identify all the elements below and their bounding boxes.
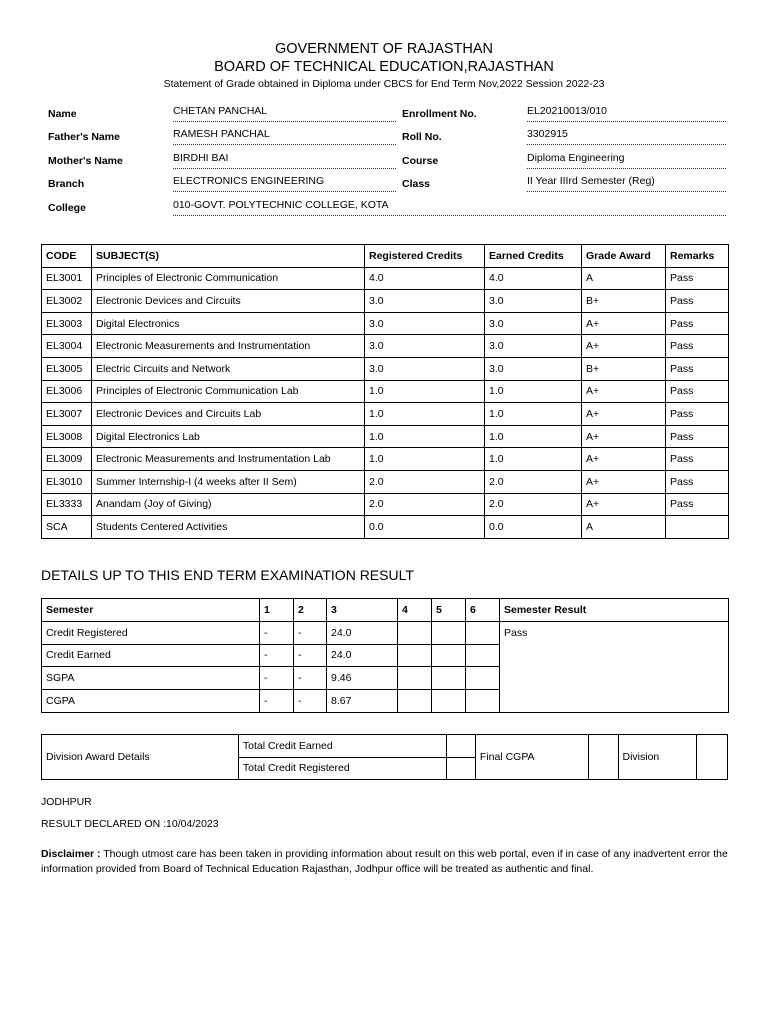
cell-registered-credits: 1.0 — [365, 448, 485, 471]
cell-grade: A+ — [582, 470, 666, 493]
cell-sem-6 — [466, 690, 500, 713]
cell-sem-4 — [398, 621, 432, 644]
college-label: College — [48, 201, 86, 214]
cell-grade: A+ — [582, 493, 666, 516]
col-header-sem-6: 6 — [466, 599, 500, 622]
table-row — [42, 621, 729, 644]
cell-sem-1: - — [260, 667, 294, 690]
cell-registered-credits: 1.0 — [365, 425, 485, 448]
cell-registered-credits: 1.0 — [365, 403, 485, 426]
place-text: JODHPUR — [41, 796, 92, 808]
table-row — [42, 357, 729, 380]
cell-sem-5 — [432, 690, 466, 713]
branch-value: ELECTRONICS ENGINEERING — [173, 175, 396, 192]
col-header-earned-credits: Earned Credits — [485, 245, 582, 268]
roll-label: Roll No. — [402, 131, 442, 144]
cell-earned-credits: 3.0 — [485, 357, 582, 380]
cell-earned-credits: 4.0 — [485, 267, 582, 290]
cell-registered-credits: 1.0 — [365, 380, 485, 403]
row-label: Credit Earned — [42, 644, 260, 667]
cell-sem-2: - — [294, 690, 327, 713]
table-row — [42, 267, 729, 290]
cell-registered-credits: 0.0 — [365, 516, 485, 539]
cell-subject: Anandam (Joy of Giving) — [92, 493, 365, 516]
col-header-sem-1: 1 — [260, 599, 294, 622]
cell-remarks: Pass — [666, 312, 729, 335]
cell-code: EL3002 — [42, 290, 92, 313]
cell-earned-credits: 1.0 — [485, 380, 582, 403]
table-row — [42, 448, 729, 471]
statement-subtitle: Statement of Grade obtained in Diploma under CBCS for End Term Nov,2022 Session 2022-23 — [163, 78, 605, 90]
cell-earned-credits: 1.0 — [485, 403, 582, 426]
info-row-college — [42, 196, 728, 219]
table-row — [42, 425, 729, 448]
row-label: Credit Registered — [42, 621, 260, 644]
cell-code: EL3333 — [42, 493, 92, 516]
details-section-title: DETAILS UP TO THIS END TERM EXAMINATION RESULT — [41, 567, 414, 583]
cell-registered-credits: 3.0 — [365, 335, 485, 358]
cell-code: EL3003 — [42, 312, 92, 335]
cell-code: EL3006 — [42, 380, 92, 403]
cell-sem-2: - — [294, 667, 327, 690]
cell-subject: Summer Internship-I (4 weeks after II Sem) — [92, 470, 365, 493]
cell-sem-3: 9.46 — [327, 667, 398, 690]
info-row-name — [42, 102, 728, 125]
total-credit-earned-label: Total Credit Earned — [238, 735, 446, 758]
cell-sem-6 — [466, 621, 500, 644]
cell-sem-3: 24.0 — [327, 621, 398, 644]
col-header-subject: SUBJECT(S) — [92, 245, 365, 268]
final-cgpa-value — [589, 735, 618, 780]
cell-registered-credits: 3.0 — [365, 312, 485, 335]
father-name-label: Father's Name — [48, 131, 120, 144]
col-header-semester-result: Semester Result — [500, 599, 729, 622]
cell-grade: A+ — [582, 335, 666, 358]
course-value: Diploma Engineering — [527, 152, 726, 169]
cell-sem-5 — [432, 644, 466, 667]
cell-remarks: Pass — [666, 335, 729, 358]
government-title: GOVERNMENT OF RAJASTHAN — [274, 41, 494, 57]
enrollment-label: Enrollment No. — [402, 108, 477, 120]
col-header-grade-award: Grade Award — [582, 245, 666, 268]
semester-result-value: Pass — [500, 621, 729, 712]
cell-subject: Digital Electronics Lab — [92, 425, 365, 448]
division-award-label: Division Award Details — [42, 735, 239, 780]
cell-code: SCA — [42, 516, 92, 539]
cell-registered-credits: 2.0 — [365, 493, 485, 516]
result-declared-date: RESULT DECLARED ON :10/04/2023 — [41, 818, 219, 830]
cell-earned-credits: 1.0 — [485, 425, 582, 448]
cell-registered-credits: 4.0 — [365, 267, 485, 290]
name-value: CHETAN PANCHAL — [173, 105, 396, 122]
cell-subject: Electronic Measurements and Instrumentation — [92, 335, 365, 358]
total-credit-registered-value — [446, 757, 475, 780]
cell-remarks: Pass — [666, 448, 729, 471]
cell-earned-credits: 3.0 — [485, 335, 582, 358]
cell-registered-credits: 3.0 — [365, 290, 485, 313]
cell-registered-credits: 3.0 — [365, 357, 485, 380]
cell-code: EL3005 — [42, 357, 92, 380]
total-credit-earned-value — [446, 735, 475, 758]
col-header-registered-credits: Registered Credits — [365, 245, 485, 268]
col-header-sem-2: 2 — [294, 599, 327, 622]
branch-label: Branch — [48, 178, 85, 191]
father-name-value: RAMESH PANCHAL — [173, 128, 396, 145]
cell-remarks — [666, 516, 729, 539]
cell-grade: B+ — [582, 290, 666, 313]
cell-sem-2: - — [294, 621, 327, 644]
cell-code: EL3010 — [42, 470, 92, 493]
table-row — [42, 470, 729, 493]
total-credit-registered-label: Total Credit Registered — [238, 757, 446, 780]
cell-remarks: Pass — [666, 493, 729, 516]
cell-earned-credits: 2.0 — [485, 470, 582, 493]
cell-grade: A — [582, 267, 666, 290]
cell-earned-credits: 2.0 — [485, 493, 582, 516]
cell-grade: A+ — [582, 312, 666, 335]
cell-remarks: Pass — [666, 403, 729, 426]
college-value: 010-GOVT. POLYTECHNIC COLLEGE, KOTA — [173, 199, 726, 216]
col-header-code: CODE — [42, 245, 92, 268]
cell-subject: Electronic Devices and Circuits Lab — [92, 403, 365, 426]
cell-sem-3: 8.67 — [327, 690, 398, 713]
class-label: Class — [402, 178, 431, 191]
table-row — [42, 290, 729, 313]
cell-subject: Electronic Devices and Circuits — [92, 290, 365, 313]
cell-code: EL3007 — [42, 403, 92, 426]
cell-subject: Electronic Measurements and Instrumentation Lab — [92, 448, 365, 471]
cell-subject: Electric Circuits and Network — [92, 357, 365, 380]
cell-remarks: Pass — [666, 290, 729, 313]
cell-grade: A+ — [582, 380, 666, 403]
col-header-semester: Semester — [42, 599, 260, 622]
cell-remarks: Pass — [666, 357, 729, 380]
cell-grade: B+ — [582, 357, 666, 380]
cell-grade: A — [582, 516, 666, 539]
cell-earned-credits: 0.0 — [485, 516, 582, 539]
cell-sem-1: - — [260, 621, 294, 644]
grades-header-row — [42, 245, 729, 268]
semester-summary-table — [41, 598, 729, 713]
cell-grade: A+ — [582, 425, 666, 448]
row-label: SGPA — [42, 667, 260, 690]
cell-earned-credits: 3.0 — [485, 290, 582, 313]
table-row — [42, 312, 729, 335]
cell-sem-6 — [466, 667, 500, 690]
cell-code: EL3009 — [42, 448, 92, 471]
cell-sem-1: - — [260, 644, 294, 667]
col-header-sem-5: 5 — [432, 599, 466, 622]
cell-remarks: Pass — [666, 470, 729, 493]
cell-subject: Digital Electronics — [92, 312, 365, 335]
table-row — [42, 335, 729, 358]
table-row — [42, 516, 729, 539]
board-title: BOARD OF TECHNICAL EDUCATION,RAJASTHAN — [214, 59, 554, 75]
cell-code: EL3008 — [42, 425, 92, 448]
cell-sem-5 — [432, 667, 466, 690]
course-label: Course — [402, 154, 439, 167]
cell-grade: A+ — [582, 448, 666, 471]
table-row — [42, 380, 729, 403]
col-header-remarks: Remarks — [666, 245, 729, 268]
enrollment-value: EL20210013/010 — [527, 105, 726, 122]
division-row-1 — [42, 735, 728, 758]
mother-name-value: BIRDHI BAI — [173, 152, 396, 169]
cell-subject: Principles of Electronic Communication Lab — [92, 380, 365, 403]
cell-code: EL3004 — [42, 335, 92, 358]
grades-table — [41, 244, 729, 539]
disclaimer-text: Though utmost care has been taken in providing information about result on this web portal, even if in case of any inadvertent error the information provided from Board of Technical Education Rajasthan, Jodhpur office will be treated as authentic and final. — [41, 848, 728, 875]
disclaimer-label: Disclaimer : — [41, 848, 101, 860]
class-value: II Year IIIrd Semester (Reg) — [527, 175, 726, 192]
semester-header-row — [42, 599, 729, 622]
col-header-sem-4: 4 — [398, 599, 432, 622]
name-label: Name — [48, 108, 77, 120]
cell-subject: Principles of Electronic Communication — [92, 267, 365, 290]
division-label: Division — [618, 735, 696, 780]
cell-sem-2: - — [294, 644, 327, 667]
table-row — [42, 403, 729, 426]
roll-value: 3302915 — [527, 128, 726, 145]
cell-registered-credits: 2.0 — [365, 470, 485, 493]
cell-sem-1: - — [260, 690, 294, 713]
division-value — [696, 735, 727, 780]
disclaimer — [41, 847, 741, 877]
mother-name-label: Mother's Name — [48, 154, 123, 167]
cell-sem-4 — [398, 644, 432, 667]
cell-earned-credits: 3.0 — [485, 312, 582, 335]
row-label: CGPA — [42, 690, 260, 713]
cell-remarks: Pass — [666, 380, 729, 403]
cell-sem-6 — [466, 644, 500, 667]
cell-code: EL3001 — [42, 267, 92, 290]
cell-earned-credits: 1.0 — [485, 448, 582, 471]
cell-sem-3: 24.0 — [327, 644, 398, 667]
division-award-table — [41, 734, 728, 780]
cell-sem-4 — [398, 667, 432, 690]
cell-remarks: Pass — [666, 425, 729, 448]
cell-remarks: Pass — [666, 267, 729, 290]
cell-grade: A+ — [582, 403, 666, 426]
info-row-branch — [42, 172, 728, 195]
document-header — [0, 40, 768, 91]
info-row-mother — [42, 149, 728, 172]
info-row-father — [42, 125, 728, 148]
table-row — [42, 493, 729, 516]
student-info — [42, 102, 728, 219]
cell-sem-5 — [432, 621, 466, 644]
final-cgpa-label: Final CGPA — [475, 735, 588, 780]
cell-subject: Students Centered Activities — [92, 516, 365, 539]
col-header-sem-3: 3 — [327, 599, 398, 622]
cell-sem-4 — [398, 690, 432, 713]
